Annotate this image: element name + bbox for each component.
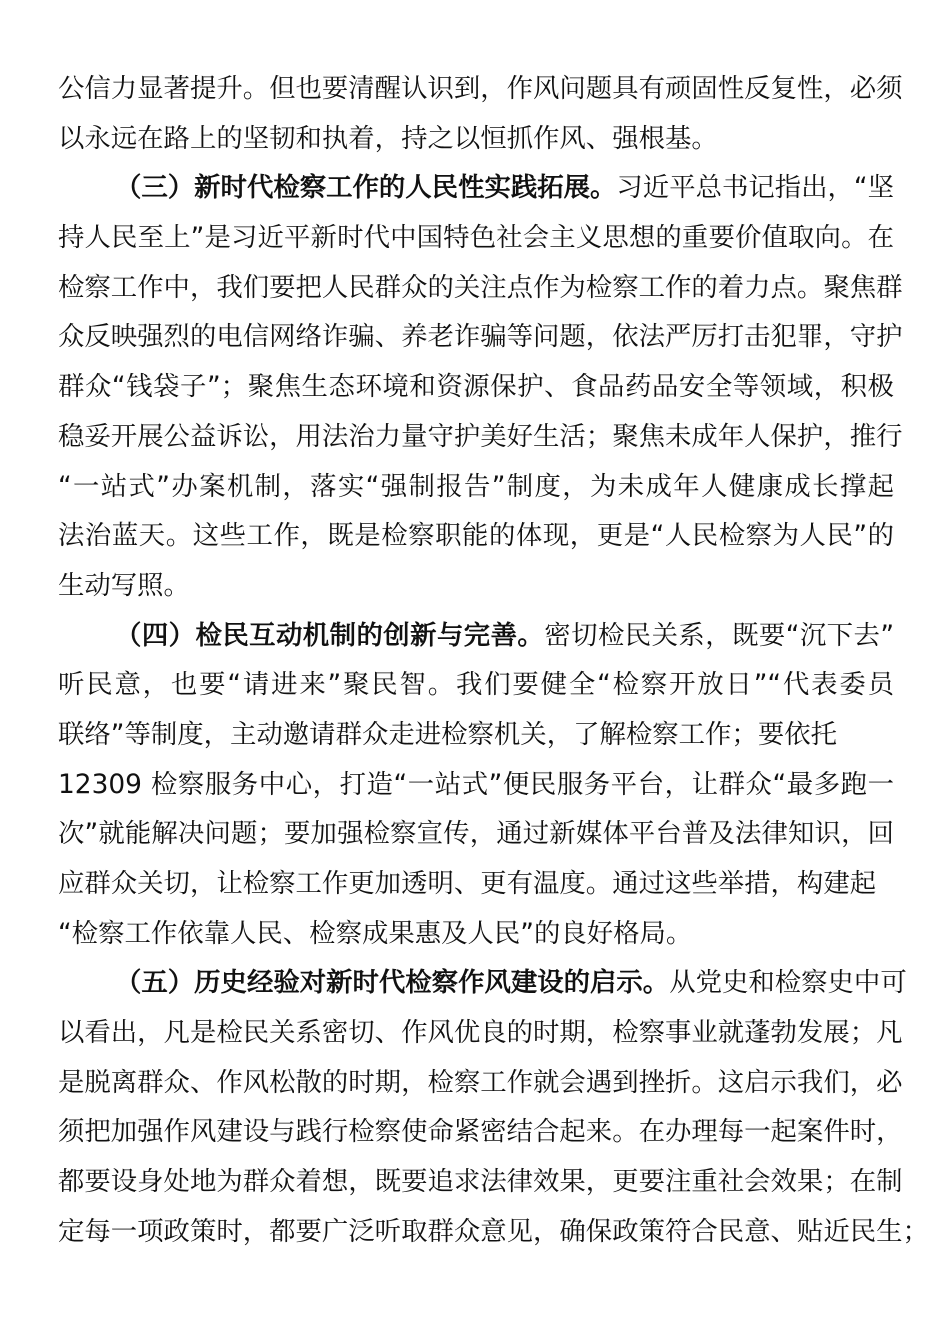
section-4-first-line-text: 密切检民关系，既要“沉下去”: [544, 619, 895, 651]
paragraph-line: 众反映强烈的电信网络诈骗、养老诈骗等问题，依法严厉打击犯罪，守护: [58, 321, 903, 353]
section-3-first-line-text: 习近平总书记指出，“坚: [616, 172, 894, 204]
paragraph-line: 定每一项政策时，都要广泛听取群众意见，确保政策符合民意、贴近民生；: [58, 1215, 929, 1247]
paragraph-line: 群众“钱袋子”；聚焦生态环境和资源保护、食品药品安全等领域，积极: [58, 371, 894, 403]
paragraph-line: 检察工作中，我们要把人民群众的关注点作为检察工作的着力点。聚焦群: [58, 271, 903, 303]
section-3-first-line: [58, 163, 894, 213]
paragraph-line: 以看出，凡是检民关系密切、作风优良的时期，检察事业就蓬勃发展；凡: [58, 1017, 903, 1049]
section-5-first-line: [58, 958, 907, 1008]
section-3-heading: （三）新时代检察工作的人民性实践拓展。: [115, 172, 617, 204]
paragraph-line: 12309 检察服务中心，打造“一站式”便民服务平台，让群众“最多跑一: [58, 768, 894, 800]
paragraph-line: 应群众关切，让检察工作更加透明、更有温度。通过这些举措，构建起: [58, 868, 877, 899]
body-text: [58, 64, 929, 1257]
section-5-heading: （五）历史经验对新时代检察作风建设的启示。: [115, 967, 670, 999]
paragraph-line: 生动写照。: [58, 569, 190, 601]
section-5-first-line-text: 从党史和检察史中可: [669, 967, 907, 999]
paragraph-line: 法治蓝天。这些工作，既是检察职能的体现，更是“人民检察为人民”的: [58, 520, 894, 552]
section-4-first-line: [58, 611, 894, 661]
paragraph-line: 联络”等制度，主动邀请群众走进检察机关，了解检察工作；要依托: [58, 718, 837, 750]
paragraph-line: 以永远在路上的坚韧和执着，持之以恒抓作风、强根基。: [58, 122, 718, 154]
paragraph-line: “检察工作依靠人民、检察成果惠及人民”的良好格局。: [58, 917, 693, 949]
paragraph-line: 次”就能解决问题；要加强检察宣传，通过新媒体平台普及法律知识，回: [58, 818, 894, 850]
paragraph-line: 须把加强作风建设与践行检察使命紧密结合起来。在办理每一起案件时，: [58, 1116, 903, 1148]
section-4-heading: （四）检民互动机制的创新与完善。: [115, 619, 545, 651]
paragraph-line: 稳妥开展公益诉讼，用法治力量守护美好生活；聚焦未成年人保护，推行: [58, 420, 903, 452]
paragraph-line: 都要设身处地为群众着想，既要追求法律效果，更要注重社会效果；在制: [58, 1166, 903, 1198]
paragraph-line: 持人民至上”是习近平新时代中国特色社会主义思想的重要价值取向。在: [58, 222, 894, 254]
paragraph-line: “一站式”办案机制，落实“强制报告”制度，为未成年人健康成长撑起: [58, 470, 894, 502]
paragraph-line: 公信力显著提升。但也要清醒认识到，作风问题具有顽固性反复性，必须: [58, 73, 903, 104]
paragraph-line: 是脱离群众、作风松散的时期，检察工作就会遇到挫折。这启示我们，必: [58, 1066, 903, 1098]
paragraph-line: 听民意，也要“请进来”聚民智。我们要健全“检察开放日”“代表委员: [58, 669, 894, 701]
